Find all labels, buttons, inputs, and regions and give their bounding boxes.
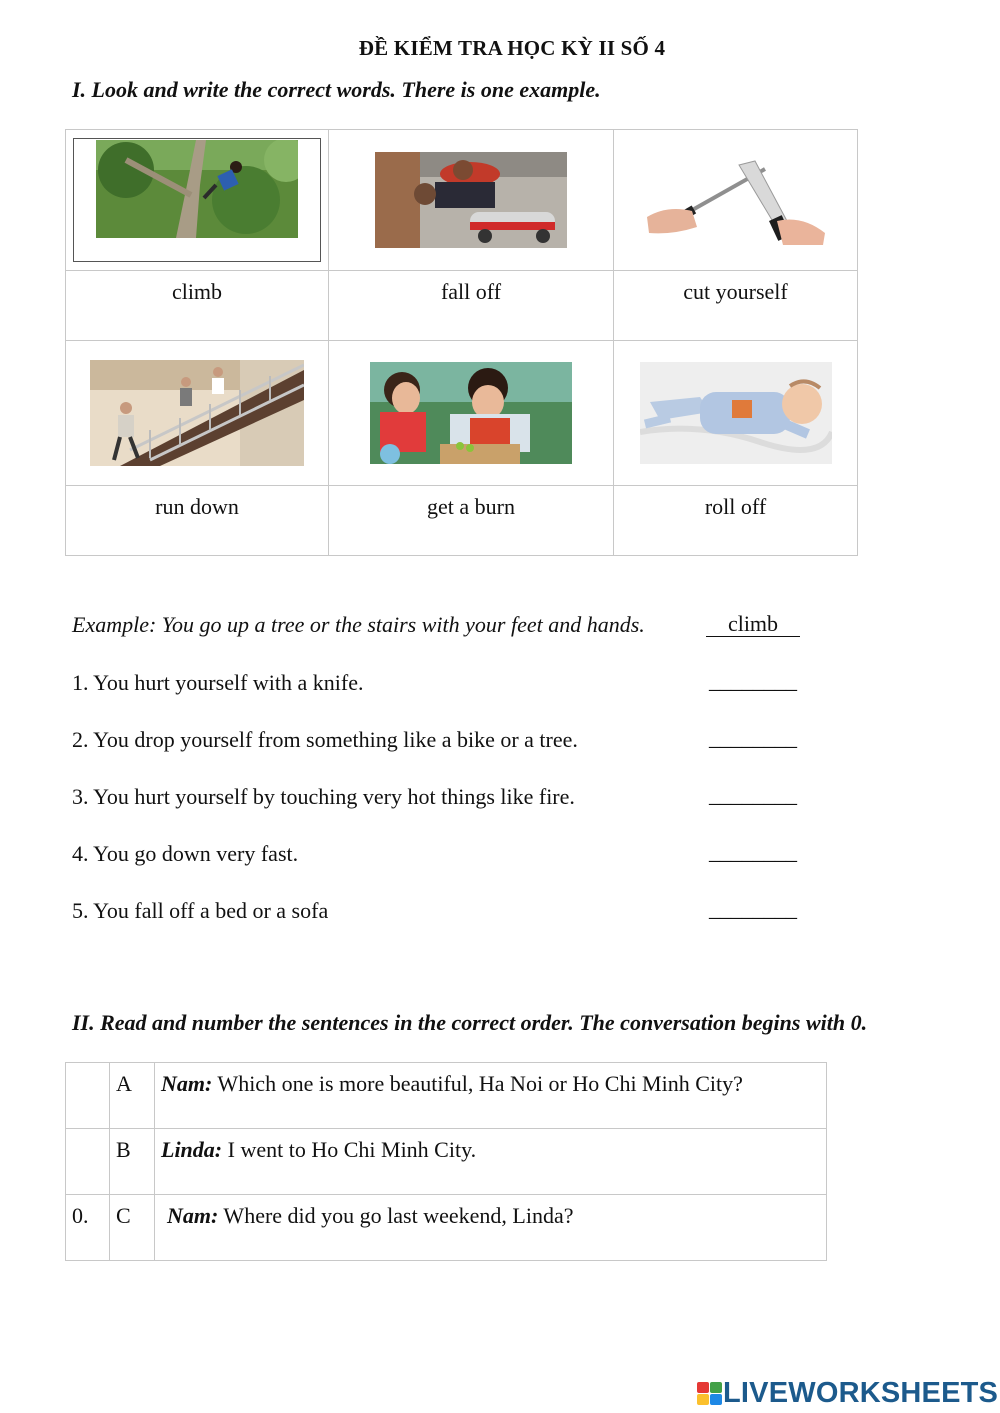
dialogue-text: Which one is more beautiful, Ha Noi or Ho Chi Minh City? bbox=[212, 1071, 743, 1096]
word-run-down: run down bbox=[66, 486, 329, 556]
picture-cell-get-a-burn bbox=[329, 341, 614, 486]
question-1: 1. You hurt yourself with a knife. bbox=[72, 670, 364, 695]
speaker-name: Nam: bbox=[167, 1203, 219, 1228]
page-title: ĐỀ KIỂM TRA HỌC KỲ II SỐ 4 bbox=[358, 36, 666, 60]
logo-text: LIVEWORKSHEETS bbox=[723, 1377, 999, 1409]
word-fall-off: fall off bbox=[329, 271, 614, 341]
dialogue-text: Where did you go last weekend, Linda? bbox=[218, 1203, 574, 1228]
row-letter: C bbox=[110, 1195, 155, 1261]
liveworksheets-logo bbox=[697, 1377, 998, 1410]
section-2-heading: II. Read and number the sentences in the correct order. The conversation begins with 0. bbox=[72, 1010, 868, 1035]
answer-blank-4[interactable]: ________ bbox=[709, 839, 797, 864]
boy-climbing-tree-picture bbox=[96, 140, 298, 238]
row-letter: B bbox=[110, 1129, 155, 1195]
logo-blocks-icon bbox=[697, 1382, 723, 1406]
order-number-input[interactable] bbox=[66, 1129, 110, 1195]
question-3: 3. You hurt yourself by touching very hot things like fire. bbox=[72, 784, 575, 809]
knife-and-sharpener-picture bbox=[647, 155, 825, 245]
order-number: 0. bbox=[66, 1195, 110, 1261]
dialogue-text: I went to Ho Chi Minh City. bbox=[222, 1137, 477, 1162]
row-letter: A bbox=[110, 1063, 155, 1129]
question-2: 2. You drop yourself from something like a bike or a tree. bbox=[72, 727, 578, 752]
children-cutting-vegetables-picture bbox=[370, 362, 572, 464]
speaker-name: Linda: bbox=[161, 1137, 223, 1162]
picture-cell-cut-yourself bbox=[614, 130, 858, 271]
question-5: 5. You fall off a bed or a sofa bbox=[72, 898, 329, 923]
speaker-name: Nam: bbox=[161, 1071, 213, 1096]
dialogue-line bbox=[155, 1063, 827, 1129]
answer-blank-2[interactable]: ________ bbox=[709, 725, 797, 750]
word-get-a-burn: get a burn bbox=[329, 486, 614, 556]
picture-cell-climb bbox=[66, 130, 329, 271]
conversation-table bbox=[65, 1062, 827, 1261]
conversation-row bbox=[66, 1063, 827, 1129]
boy-falling-off-hoverboard-picture bbox=[375, 152, 567, 248]
word-cut-yourself: cut yourself bbox=[614, 271, 858, 341]
word-roll-off: roll off bbox=[614, 486, 858, 556]
conversation-row bbox=[66, 1195, 827, 1261]
example-answer: climb bbox=[706, 613, 800, 637]
answer-blank-3[interactable]: ________ bbox=[709, 782, 797, 807]
people-running-down-stairs-picture bbox=[90, 360, 304, 466]
word-climb: climb bbox=[66, 271, 329, 341]
answer-blank-1[interactable]: ________ bbox=[709, 668, 797, 693]
picture-cell-fall-off bbox=[329, 130, 614, 271]
section-1-heading: I. Look and write the correct words. There is one example. bbox=[72, 77, 601, 102]
answer-blank-5[interactable]: ________ bbox=[709, 896, 797, 921]
baby-rolling-on-bed-picture bbox=[640, 362, 832, 464]
example-question: Example: You go up a tree or the stairs with your feet and hands. bbox=[72, 612, 645, 637]
dialogue-line bbox=[155, 1129, 827, 1195]
order-number-input[interactable] bbox=[66, 1063, 110, 1129]
dialogue-line bbox=[155, 1195, 827, 1261]
conversation-row bbox=[66, 1129, 827, 1195]
picture-grid bbox=[65, 129, 858, 556]
picture-cell-roll-off bbox=[614, 341, 858, 486]
picture-cell-run-down bbox=[66, 341, 329, 486]
question-4: 4. You go down very fast. bbox=[72, 841, 299, 866]
